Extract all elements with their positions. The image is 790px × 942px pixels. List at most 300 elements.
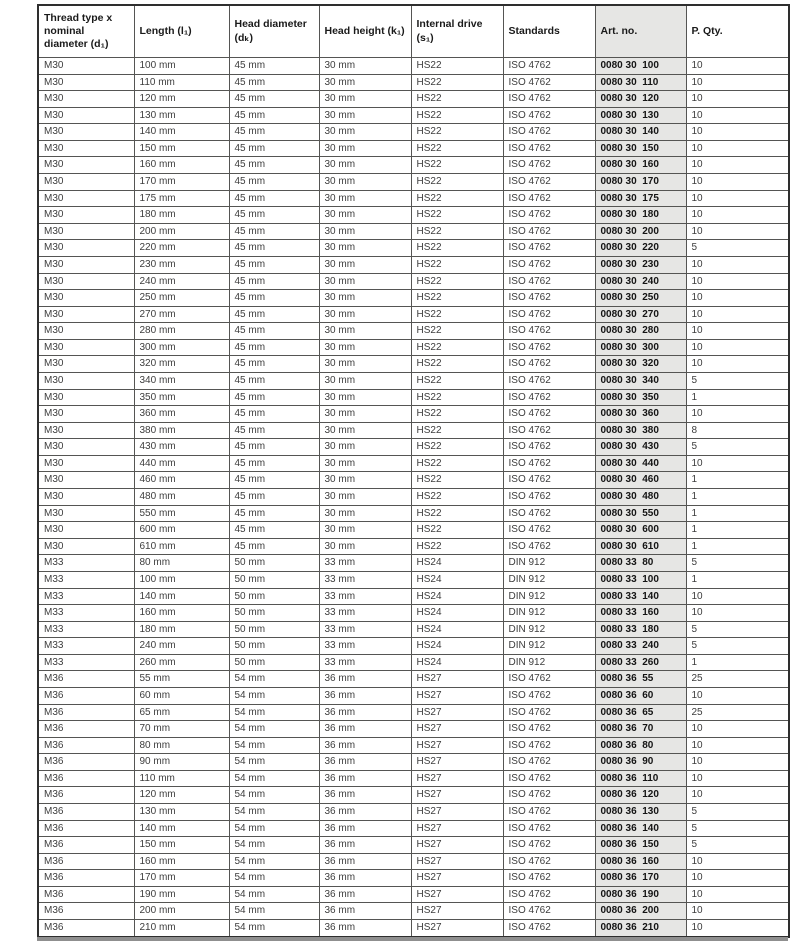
- head-diameter-cell: 45 mm: [229, 372, 319, 389]
- head-height-cell: 36 mm: [319, 704, 411, 721]
- art-no-cell: 0080 30 110: [595, 74, 686, 91]
- head-diameter-cell: 45 mm: [229, 522, 319, 539]
- pack-qty-cell: 5: [686, 372, 789, 389]
- head-height-cell: 33 mm: [319, 588, 411, 605]
- art-no-cell: 0080 30 430: [595, 439, 686, 456]
- pack-qty-cell: 10: [686, 124, 789, 141]
- length-cell: 160 mm: [134, 853, 229, 870]
- thread-type-cell: M30: [38, 58, 134, 75]
- thread-type-cell: M30: [38, 522, 134, 539]
- art-no-cell: 0080 36 60: [595, 687, 686, 704]
- internal-drive-cell: HS22: [411, 290, 503, 307]
- standards-cell: DIN 912: [503, 638, 595, 655]
- head-diameter-cell: 45 mm: [229, 91, 319, 108]
- thread-type-cell: M30: [38, 505, 134, 522]
- internal-drive-cell: HS22: [411, 157, 503, 174]
- head-height-cell: 36 mm: [319, 853, 411, 870]
- standards-cell: ISO 4762: [503, 306, 595, 323]
- head-diameter-cell: 45 mm: [229, 240, 319, 257]
- head-height-cell: 30 mm: [319, 240, 411, 257]
- standards-cell: ISO 4762: [503, 721, 595, 738]
- head-diameter-cell: 45 mm: [229, 389, 319, 406]
- table-row: [38, 389, 789, 406]
- length-cell: 340 mm: [134, 372, 229, 389]
- art-no-cell: 0080 36 65: [595, 704, 686, 721]
- length-cell: 55 mm: [134, 671, 229, 688]
- head-height-cell: 36 mm: [319, 886, 411, 903]
- internal-drive-cell: HS24: [411, 621, 503, 638]
- standards-cell: ISO 4762: [503, 820, 595, 837]
- table-row: [38, 91, 789, 108]
- internal-drive-cell: HS22: [411, 472, 503, 489]
- head-height-cell: 30 mm: [319, 124, 411, 141]
- pack-qty-cell: 5: [686, 240, 789, 257]
- thread-type-cell: M30: [38, 323, 134, 340]
- head-height-cell: 30 mm: [319, 256, 411, 273]
- art-no-cell: 0080 30 270: [595, 306, 686, 323]
- standards-cell: ISO 4762: [503, 422, 595, 439]
- internal-drive-cell: HS22: [411, 339, 503, 356]
- head-diameter-cell: 54 mm: [229, 820, 319, 837]
- thread-type-cell: M30: [38, 91, 134, 108]
- standards-cell: ISO 4762: [503, 240, 595, 257]
- thread-type-cell: M30: [38, 140, 134, 157]
- pack-qty-cell: 10: [686, 870, 789, 887]
- standards-cell: DIN 912: [503, 621, 595, 638]
- table-header: [38, 5, 789, 58]
- head-height-cell: 30 mm: [319, 91, 411, 108]
- column-header-head-diameter: Head diameter (dₖ): [229, 5, 319, 58]
- head-diameter-cell: 45 mm: [229, 306, 319, 323]
- pack-qty-cell: 5: [686, 820, 789, 837]
- thread-type-cell: M30: [38, 339, 134, 356]
- internal-drive-cell: HS27: [411, 820, 503, 837]
- head-diameter-cell: 45 mm: [229, 406, 319, 423]
- head-height-cell: 30 mm: [319, 207, 411, 224]
- art-no-cell: 0080 30 120: [595, 91, 686, 108]
- pack-qty-cell: 10: [686, 74, 789, 91]
- pack-qty-cell: 10: [686, 306, 789, 323]
- head-height-cell: 36 mm: [319, 671, 411, 688]
- length-cell: 460 mm: [134, 472, 229, 489]
- head-height-cell: 30 mm: [319, 140, 411, 157]
- internal-drive-cell: HS24: [411, 638, 503, 655]
- table-row: [38, 439, 789, 456]
- pack-qty-cell: 10: [686, 903, 789, 920]
- pack-qty-cell: 10: [686, 770, 789, 787]
- internal-drive-cell: HS27: [411, 787, 503, 804]
- head-height-cell: 36 mm: [319, 837, 411, 854]
- thread-type-cell: M36: [38, 920, 134, 937]
- head-height-cell: 30 mm: [319, 339, 411, 356]
- standards-cell: ISO 4762: [503, 489, 595, 506]
- table-row: [38, 472, 789, 489]
- head-height-cell: 30 mm: [319, 107, 411, 124]
- art-no-cell: 0080 36 210: [595, 920, 686, 937]
- table-row: [38, 920, 789, 937]
- head-diameter-cell: 50 mm: [229, 654, 319, 671]
- standards-cell: ISO 4762: [503, 870, 595, 887]
- head-diameter-cell: 45 mm: [229, 455, 319, 472]
- length-cell: 440 mm: [134, 455, 229, 472]
- standards-cell: ISO 4762: [503, 886, 595, 903]
- table-body: [38, 58, 789, 937]
- pack-qty-cell: 10: [686, 356, 789, 373]
- head-height-cell: 30 mm: [319, 472, 411, 489]
- internal-drive-cell: HS27: [411, 704, 503, 721]
- internal-drive-cell: HS27: [411, 920, 503, 937]
- table-row: [38, 522, 789, 539]
- head-diameter-cell: 45 mm: [229, 190, 319, 207]
- head-height-cell: 36 mm: [319, 787, 411, 804]
- table-row: [38, 306, 789, 323]
- table-row: [38, 837, 789, 854]
- art-no-cell: 0080 30 140: [595, 124, 686, 141]
- thread-type-cell: M33: [38, 654, 134, 671]
- standards-cell: ISO 4762: [503, 339, 595, 356]
- length-cell: 180 mm: [134, 621, 229, 638]
- internal-drive-cell: HS22: [411, 256, 503, 273]
- length-cell: 250 mm: [134, 290, 229, 307]
- head-diameter-cell: 54 mm: [229, 687, 319, 704]
- standards-cell: DIN 912: [503, 555, 595, 572]
- thread-type-cell: M30: [38, 406, 134, 423]
- head-diameter-cell: 54 mm: [229, 804, 319, 821]
- internal-drive-cell: HS22: [411, 522, 503, 539]
- pack-qty-cell: 5: [686, 638, 789, 655]
- standards-cell: ISO 4762: [503, 770, 595, 787]
- head-height-cell: 33 mm: [319, 571, 411, 588]
- pack-qty-cell: 1: [686, 522, 789, 539]
- head-height-cell: 36 mm: [319, 804, 411, 821]
- head-height-cell: 30 mm: [319, 190, 411, 207]
- head-diameter-cell: 45 mm: [229, 273, 319, 290]
- pack-qty-cell: 10: [686, 207, 789, 224]
- head-diameter-cell: 45 mm: [229, 140, 319, 157]
- length-cell: 120 mm: [134, 91, 229, 108]
- art-no-cell: 0080 36 130: [595, 804, 686, 821]
- head-diameter-cell: 45 mm: [229, 74, 319, 91]
- art-no-cell: 0080 30 380: [595, 422, 686, 439]
- head-diameter-cell: 54 mm: [229, 770, 319, 787]
- thread-type-cell: M30: [38, 157, 134, 174]
- head-diameter-cell: 45 mm: [229, 339, 319, 356]
- length-cell: 180 mm: [134, 207, 229, 224]
- head-height-cell: 36 mm: [319, 920, 411, 937]
- standards-cell: DIN 912: [503, 654, 595, 671]
- internal-drive-cell: HS27: [411, 737, 503, 754]
- length-cell: 260 mm: [134, 654, 229, 671]
- pack-qty-cell: 5: [686, 621, 789, 638]
- art-no-cell: 0080 36 190: [595, 886, 686, 903]
- head-height-cell: 36 mm: [319, 770, 411, 787]
- standards-cell: ISO 4762: [503, 74, 595, 91]
- art-no-cell: 0080 30 100: [595, 58, 686, 75]
- length-cell: 160 mm: [134, 605, 229, 622]
- table-row: [38, 820, 789, 837]
- length-cell: 65 mm: [134, 704, 229, 721]
- thread-type-cell: M36: [38, 837, 134, 854]
- head-diameter-cell: 45 mm: [229, 439, 319, 456]
- table-row: [38, 74, 789, 91]
- head-diameter-cell: 45 mm: [229, 256, 319, 273]
- standards-cell: ISO 4762: [503, 174, 595, 191]
- standards-cell: ISO 4762: [503, 472, 595, 489]
- table-row: [38, 804, 789, 821]
- thread-type-cell: M36: [38, 787, 134, 804]
- table-row: [38, 538, 789, 555]
- art-no-cell: 0080 36 70: [595, 721, 686, 738]
- internal-drive-cell: HS22: [411, 505, 503, 522]
- head-height-cell: 36 mm: [319, 754, 411, 771]
- pack-qty-cell: 10: [686, 588, 789, 605]
- length-cell: 160 mm: [134, 157, 229, 174]
- standards-cell: ISO 4762: [503, 273, 595, 290]
- art-no-cell: 0080 36 200: [595, 903, 686, 920]
- internal-drive-cell: HS22: [411, 58, 503, 75]
- table-row: [38, 157, 789, 174]
- head-height-cell: 30 mm: [319, 522, 411, 539]
- internal-drive-cell: HS27: [411, 837, 503, 854]
- head-height-cell: 30 mm: [319, 323, 411, 340]
- internal-drive-cell: HS27: [411, 721, 503, 738]
- internal-drive-cell: HS27: [411, 671, 503, 688]
- table-row: [38, 588, 789, 605]
- head-diameter-cell: 45 mm: [229, 124, 319, 141]
- standards-cell: ISO 4762: [503, 903, 595, 920]
- internal-drive-cell: HS24: [411, 588, 503, 605]
- internal-drive-cell: HS22: [411, 306, 503, 323]
- column-header-pack-qty: P. Qty.: [686, 5, 789, 58]
- standards-cell: ISO 4762: [503, 538, 595, 555]
- internal-drive-cell: HS22: [411, 240, 503, 257]
- head-diameter-cell: 45 mm: [229, 174, 319, 191]
- standards-cell: ISO 4762: [503, 704, 595, 721]
- head-height-cell: 33 mm: [319, 654, 411, 671]
- pack-qty-cell: 10: [686, 174, 789, 191]
- standards-cell: ISO 4762: [503, 804, 595, 821]
- column-header-head-height: Head height (k₁): [319, 5, 411, 58]
- header-row: [38, 5, 789, 58]
- table-row: [38, 406, 789, 423]
- length-cell: 140 mm: [134, 588, 229, 605]
- standards-cell: ISO 4762: [503, 140, 595, 157]
- pack-qty-cell: 25: [686, 704, 789, 721]
- art-no-cell: 0080 33 140: [595, 588, 686, 605]
- table-row: [38, 555, 789, 572]
- head-diameter-cell: 54 mm: [229, 787, 319, 804]
- pack-qty-cell: 1: [686, 389, 789, 406]
- head-height-cell: 36 mm: [319, 870, 411, 887]
- standards-cell: ISO 4762: [503, 256, 595, 273]
- head-height-cell: 30 mm: [319, 157, 411, 174]
- internal-drive-cell: HS22: [411, 356, 503, 373]
- table-row: [38, 687, 789, 704]
- table-row: [38, 256, 789, 273]
- internal-drive-cell: HS22: [411, 489, 503, 506]
- table-row: [38, 654, 789, 671]
- thread-type-cell: M30: [38, 306, 134, 323]
- thread-type-cell: M36: [38, 704, 134, 721]
- standards-cell: DIN 912: [503, 605, 595, 622]
- screw-spec-table: [37, 4, 790, 938]
- internal-drive-cell: HS22: [411, 91, 503, 108]
- column-header-standards: Standards: [503, 5, 595, 58]
- standards-cell: ISO 4762: [503, 920, 595, 937]
- internal-drive-cell: HS27: [411, 770, 503, 787]
- table-row: [38, 240, 789, 257]
- pack-qty-cell: 10: [686, 339, 789, 356]
- internal-drive-cell: HS22: [411, 455, 503, 472]
- thread-type-cell: M36: [38, 754, 134, 771]
- art-no-cell: 0080 30 360: [595, 406, 686, 423]
- thread-type-cell: M30: [38, 389, 134, 406]
- table-row: [38, 605, 789, 622]
- thread-type-cell: M30: [38, 422, 134, 439]
- length-cell: 320 mm: [134, 356, 229, 373]
- length-cell: 130 mm: [134, 804, 229, 821]
- pack-qty-cell: 1: [686, 654, 789, 671]
- length-cell: 170 mm: [134, 870, 229, 887]
- internal-drive-cell: HS24: [411, 654, 503, 671]
- standards-cell: ISO 4762: [503, 754, 595, 771]
- head-diameter-cell: 45 mm: [229, 223, 319, 240]
- head-height-cell: 36 mm: [319, 820, 411, 837]
- internal-drive-cell: HS24: [411, 555, 503, 572]
- length-cell: 280 mm: [134, 323, 229, 340]
- internal-drive-cell: HS27: [411, 687, 503, 704]
- thread-type-cell: M36: [38, 737, 134, 754]
- internal-drive-cell: HS22: [411, 124, 503, 141]
- table-row: [38, 455, 789, 472]
- thread-type-cell: M30: [38, 240, 134, 257]
- length-cell: 140 mm: [134, 820, 229, 837]
- pack-qty-cell: 10: [686, 157, 789, 174]
- head-diameter-cell: 54 mm: [229, 920, 319, 937]
- thread-type-cell: M36: [38, 886, 134, 903]
- standards-cell: DIN 912: [503, 588, 595, 605]
- length-cell: 360 mm: [134, 406, 229, 423]
- pack-qty-cell: 10: [686, 754, 789, 771]
- length-cell: 230 mm: [134, 256, 229, 273]
- thread-type-cell: M33: [38, 588, 134, 605]
- head-height-cell: 36 mm: [319, 737, 411, 754]
- table-row: [38, 356, 789, 373]
- internal-drive-cell: HS27: [411, 903, 503, 920]
- art-no-cell: 0080 36 110: [595, 770, 686, 787]
- art-no-cell: 0080 36 150: [595, 837, 686, 854]
- internal-drive-cell: HS22: [411, 207, 503, 224]
- pack-qty-cell: 1: [686, 538, 789, 555]
- standards-cell: ISO 4762: [503, 455, 595, 472]
- standards-cell: ISO 4762: [503, 190, 595, 207]
- head-diameter-cell: 45 mm: [229, 472, 319, 489]
- standards-cell: ISO 4762: [503, 671, 595, 688]
- length-cell: 80 mm: [134, 555, 229, 572]
- head-diameter-cell: 45 mm: [229, 356, 319, 373]
- thread-type-cell: M33: [38, 605, 134, 622]
- standards-cell: ISO 4762: [503, 522, 595, 539]
- thread-type-cell: M36: [38, 721, 134, 738]
- length-cell: 175 mm: [134, 190, 229, 207]
- table-row: [38, 704, 789, 721]
- table-row: [38, 323, 789, 340]
- length-cell: 100 mm: [134, 58, 229, 75]
- length-cell: 140 mm: [134, 124, 229, 141]
- head-height-cell: 30 mm: [319, 455, 411, 472]
- length-cell: 550 mm: [134, 505, 229, 522]
- head-height-cell: 30 mm: [319, 174, 411, 191]
- internal-drive-cell: HS27: [411, 870, 503, 887]
- column-header-thread-type: Thread type x nominal diameter (d₁): [38, 5, 134, 58]
- art-no-cell: 0080 30 340: [595, 372, 686, 389]
- pack-qty-cell: 10: [686, 605, 789, 622]
- head-diameter-cell: 45 mm: [229, 157, 319, 174]
- art-no-cell: 0080 36 170: [595, 870, 686, 887]
- head-height-cell: 30 mm: [319, 538, 411, 555]
- pack-qty-cell: 1: [686, 472, 789, 489]
- pack-qty-cell: 1: [686, 571, 789, 588]
- table-row: [38, 870, 789, 887]
- table-row: [38, 721, 789, 738]
- art-no-cell: 0080 33 180: [595, 621, 686, 638]
- table-row: [38, 853, 789, 870]
- head-diameter-cell: 45 mm: [229, 58, 319, 75]
- head-diameter-cell: 45 mm: [229, 505, 319, 522]
- length-cell: 130 mm: [134, 107, 229, 124]
- art-no-cell: 0080 30 220: [595, 240, 686, 257]
- head-diameter-cell: 50 mm: [229, 621, 319, 638]
- table-row: [38, 754, 789, 771]
- head-diameter-cell: 54 mm: [229, 903, 319, 920]
- length-cell: 300 mm: [134, 339, 229, 356]
- pack-qty-cell: 10: [686, 787, 789, 804]
- standards-cell: ISO 4762: [503, 124, 595, 141]
- head-diameter-cell: 54 mm: [229, 721, 319, 738]
- standards-cell: ISO 4762: [503, 356, 595, 373]
- table-row: [38, 638, 789, 655]
- art-no-cell: 0080 30 320: [595, 356, 686, 373]
- internal-drive-cell: HS22: [411, 406, 503, 423]
- head-diameter-cell: 45 mm: [229, 323, 319, 340]
- internal-drive-cell: HS27: [411, 754, 503, 771]
- table-row: [38, 107, 789, 124]
- length-cell: 150 mm: [134, 837, 229, 854]
- length-cell: 90 mm: [134, 754, 229, 771]
- length-cell: 100 mm: [134, 571, 229, 588]
- head-height-cell: 30 mm: [319, 58, 411, 75]
- head-height-cell: 36 mm: [319, 721, 411, 738]
- thread-type-cell: M36: [38, 870, 134, 887]
- thread-type-cell: M30: [38, 489, 134, 506]
- table-row: [38, 886, 789, 903]
- thread-type-cell: M36: [38, 804, 134, 821]
- head-height-cell: 30 mm: [319, 422, 411, 439]
- pack-qty-cell: 10: [686, 721, 789, 738]
- head-diameter-cell: 50 mm: [229, 605, 319, 622]
- internal-drive-cell: HS22: [411, 323, 503, 340]
- pack-qty-cell: 10: [686, 58, 789, 75]
- art-no-cell: 0080 30 175: [595, 190, 686, 207]
- table-row: [38, 671, 789, 688]
- pack-qty-cell: 10: [686, 140, 789, 157]
- length-cell: 380 mm: [134, 422, 229, 439]
- art-no-cell: 0080 36 160: [595, 853, 686, 870]
- table-row: [38, 58, 789, 75]
- length-cell: 480 mm: [134, 489, 229, 506]
- thread-type-cell: M33: [38, 555, 134, 572]
- pack-qty-cell: 8: [686, 422, 789, 439]
